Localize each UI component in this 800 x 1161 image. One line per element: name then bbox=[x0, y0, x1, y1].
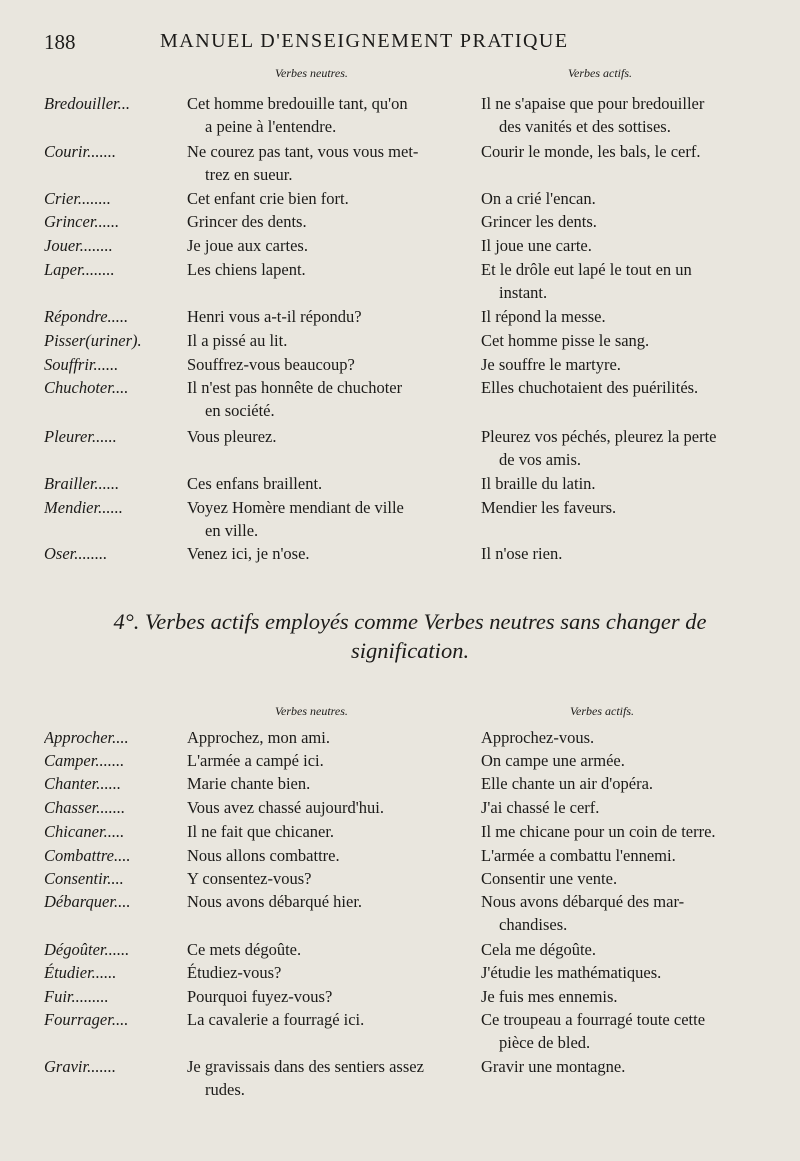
verb-label: Bredouiller... bbox=[44, 94, 131, 113]
neutral-example: Y consentez-vous? bbox=[187, 869, 312, 888]
verb-label: Camper....... bbox=[44, 751, 125, 770]
neutral-example: Souffrez-vous beaucoup? bbox=[187, 355, 355, 374]
verb-label: Pisser(uriner). bbox=[44, 331, 142, 350]
verb-label: Approcher.... bbox=[44, 728, 129, 747]
neutral-example: Nous avons débarqué hier. bbox=[187, 892, 363, 911]
verb-label: Grincer...... bbox=[44, 212, 120, 231]
active-example: Il n'ose rien. bbox=[481, 544, 563, 563]
neutral-example: Ne courez pas tant, vous vous met- trez en sueur. bbox=[187, 142, 419, 184]
verb-label: Oser........ bbox=[44, 544, 108, 563]
neutral-example: Vous pleurez. bbox=[187, 427, 277, 446]
active-example: Il braille du latin. bbox=[481, 474, 596, 493]
active-example: Grincer les dents. bbox=[481, 212, 597, 231]
section-heading: 4°. Verbes actifs employés comme Verbes neutres sans changer de signification. bbox=[113, 609, 707, 663]
verb-label: Courir....... bbox=[44, 142, 116, 161]
page-header bbox=[40, 30, 770, 60]
verb-label: Combattre.... bbox=[44, 846, 131, 865]
verb-label: Crier........ bbox=[44, 189, 111, 208]
neutral-example: Henri vous a-t-il répondu? bbox=[187, 307, 362, 326]
active-example: L'armée a combattu l'ennemi. bbox=[481, 846, 676, 865]
neutral-example: Cet enfant crie bien fort. bbox=[187, 189, 349, 208]
neutral-example: Cet homme bredouille tant, qu'on a peine à l'entendre. bbox=[187, 94, 408, 136]
verb-label: Mendier...... bbox=[44, 498, 123, 517]
neutral-example: Les chiens lapent. bbox=[187, 260, 306, 279]
verb-label: Débarquer.... bbox=[44, 892, 131, 911]
verb-label: Laper........ bbox=[44, 260, 115, 279]
active-example: Courir le monde, les bals, le cerf. bbox=[481, 142, 701, 161]
neutral-example: Voyez Homère mendiant de ville en ville. bbox=[187, 498, 404, 540]
verb-label: Répondre..... bbox=[44, 307, 129, 326]
verb-label: Fuir......... bbox=[44, 987, 109, 1006]
page-number: 188 bbox=[44, 30, 76, 54]
neutral-example: Il ne fait que chicaner. bbox=[187, 822, 335, 841]
neutral-example: Nous allons combattre. bbox=[187, 846, 340, 865]
verb-label: Chicaner..... bbox=[44, 822, 125, 841]
neutral-example: La cavalerie a fourragé ici. bbox=[187, 1010, 365, 1029]
active-example: Cela me dégoûte. bbox=[481, 940, 597, 959]
active-example: Cet homme pisse le sang. bbox=[481, 331, 650, 350]
neutral-example: Étudiez-vous? bbox=[187, 963, 282, 982]
neutral-example: Vous avez chassé aujourd'hui. bbox=[187, 798, 384, 817]
active-example: Elles chuchotaient des puérilités. bbox=[481, 378, 699, 397]
active-example: J'ai chassé le cerf. bbox=[481, 798, 600, 817]
active-example: On a crié l'encan. bbox=[481, 189, 596, 208]
column-header-neutral: Verbes neutres. bbox=[275, 704, 348, 718]
active-example: J'étudie les mathématiques. bbox=[481, 963, 662, 982]
active-example: Il me chicane pour un coin de terre. bbox=[481, 822, 716, 841]
neutral-example: Ce mets dégoûte. bbox=[187, 940, 302, 959]
verb-label: Souffrir...... bbox=[44, 355, 119, 374]
active-example: Gravir une montagne. bbox=[481, 1057, 626, 1076]
active-example: Et le drôle eut lapé le tout en un instant. bbox=[481, 260, 692, 302]
neutral-example: Marie chante bien. bbox=[187, 774, 311, 793]
active-example: Elle chante un air d'opéra. bbox=[481, 774, 654, 793]
active-example: Approchez-vous. bbox=[481, 728, 595, 747]
verb-label: Gravir....... bbox=[44, 1057, 116, 1076]
active-example: Ce troupeau a fourragé toute cette pièce de bled. bbox=[481, 1010, 706, 1052]
verb-label: Chanter...... bbox=[44, 774, 122, 793]
neutral-example: Il n'est pas honnête de chuchoter en société. bbox=[187, 378, 403, 420]
active-example: Nous avons débarqué des mar- chandises. bbox=[481, 892, 685, 934]
verb-label: Jouer........ bbox=[44, 236, 113, 255]
active-example: Consentir une vente. bbox=[481, 869, 618, 888]
active-example: Je fuis mes ennemis. bbox=[481, 987, 618, 1006]
verb-label: Fourrager.... bbox=[44, 1010, 129, 1029]
neutral-example: Il a pissé au lit. bbox=[187, 331, 288, 350]
verb-label: Brailler...... bbox=[44, 474, 120, 493]
active-example: On campe une armée. bbox=[481, 751, 625, 770]
neutral-example: Je gravissais dans des sentiers assez rudes. bbox=[187, 1057, 424, 1099]
active-example: Pleurez vos péchés, pleurez la perte de vos amis. bbox=[481, 427, 717, 469]
neutral-example: L'armée a campé ici. bbox=[187, 751, 324, 770]
column-header-active: Verbes actifs. bbox=[570, 704, 634, 718]
verb-label: Chuchoter.... bbox=[44, 378, 129, 397]
active-example: Je souffre le martyre. bbox=[481, 355, 621, 374]
neutral-example: Approchez, mon ami. bbox=[187, 728, 330, 747]
neutral-example: Je joue aux cartes. bbox=[187, 236, 308, 255]
verb-label: Consentir.... bbox=[44, 869, 124, 888]
verb-label: Chasser....... bbox=[44, 798, 126, 817]
running-title: MANUEL D'ENSEIGNEMENT PRATIQUE bbox=[160, 30, 569, 52]
verb-label: Dégoûter...... bbox=[44, 940, 130, 959]
neutral-example: Pourquoi fuyez-vous? bbox=[187, 987, 333, 1006]
active-example: Il répond la messe. bbox=[481, 307, 606, 326]
neutral-example: Venez ici, je n'ose. bbox=[187, 544, 310, 563]
verb-label: Pleurer...... bbox=[44, 427, 117, 446]
verb-label: Étudier...... bbox=[44, 963, 117, 982]
active-example: Il ne s'apaise que pour bredouiller des vanités et des sottises. bbox=[481, 94, 705, 136]
column-header-active: Verbes actifs. bbox=[568, 66, 632, 80]
neutral-example: Ces enfans braillent. bbox=[187, 474, 323, 493]
column-header-neutral: Verbes neutres. bbox=[275, 66, 348, 80]
active-example: Il joue une carte. bbox=[481, 236, 592, 255]
active-example: Mendier les faveurs. bbox=[481, 498, 617, 517]
neutral-example: Grincer des dents. bbox=[187, 212, 307, 231]
